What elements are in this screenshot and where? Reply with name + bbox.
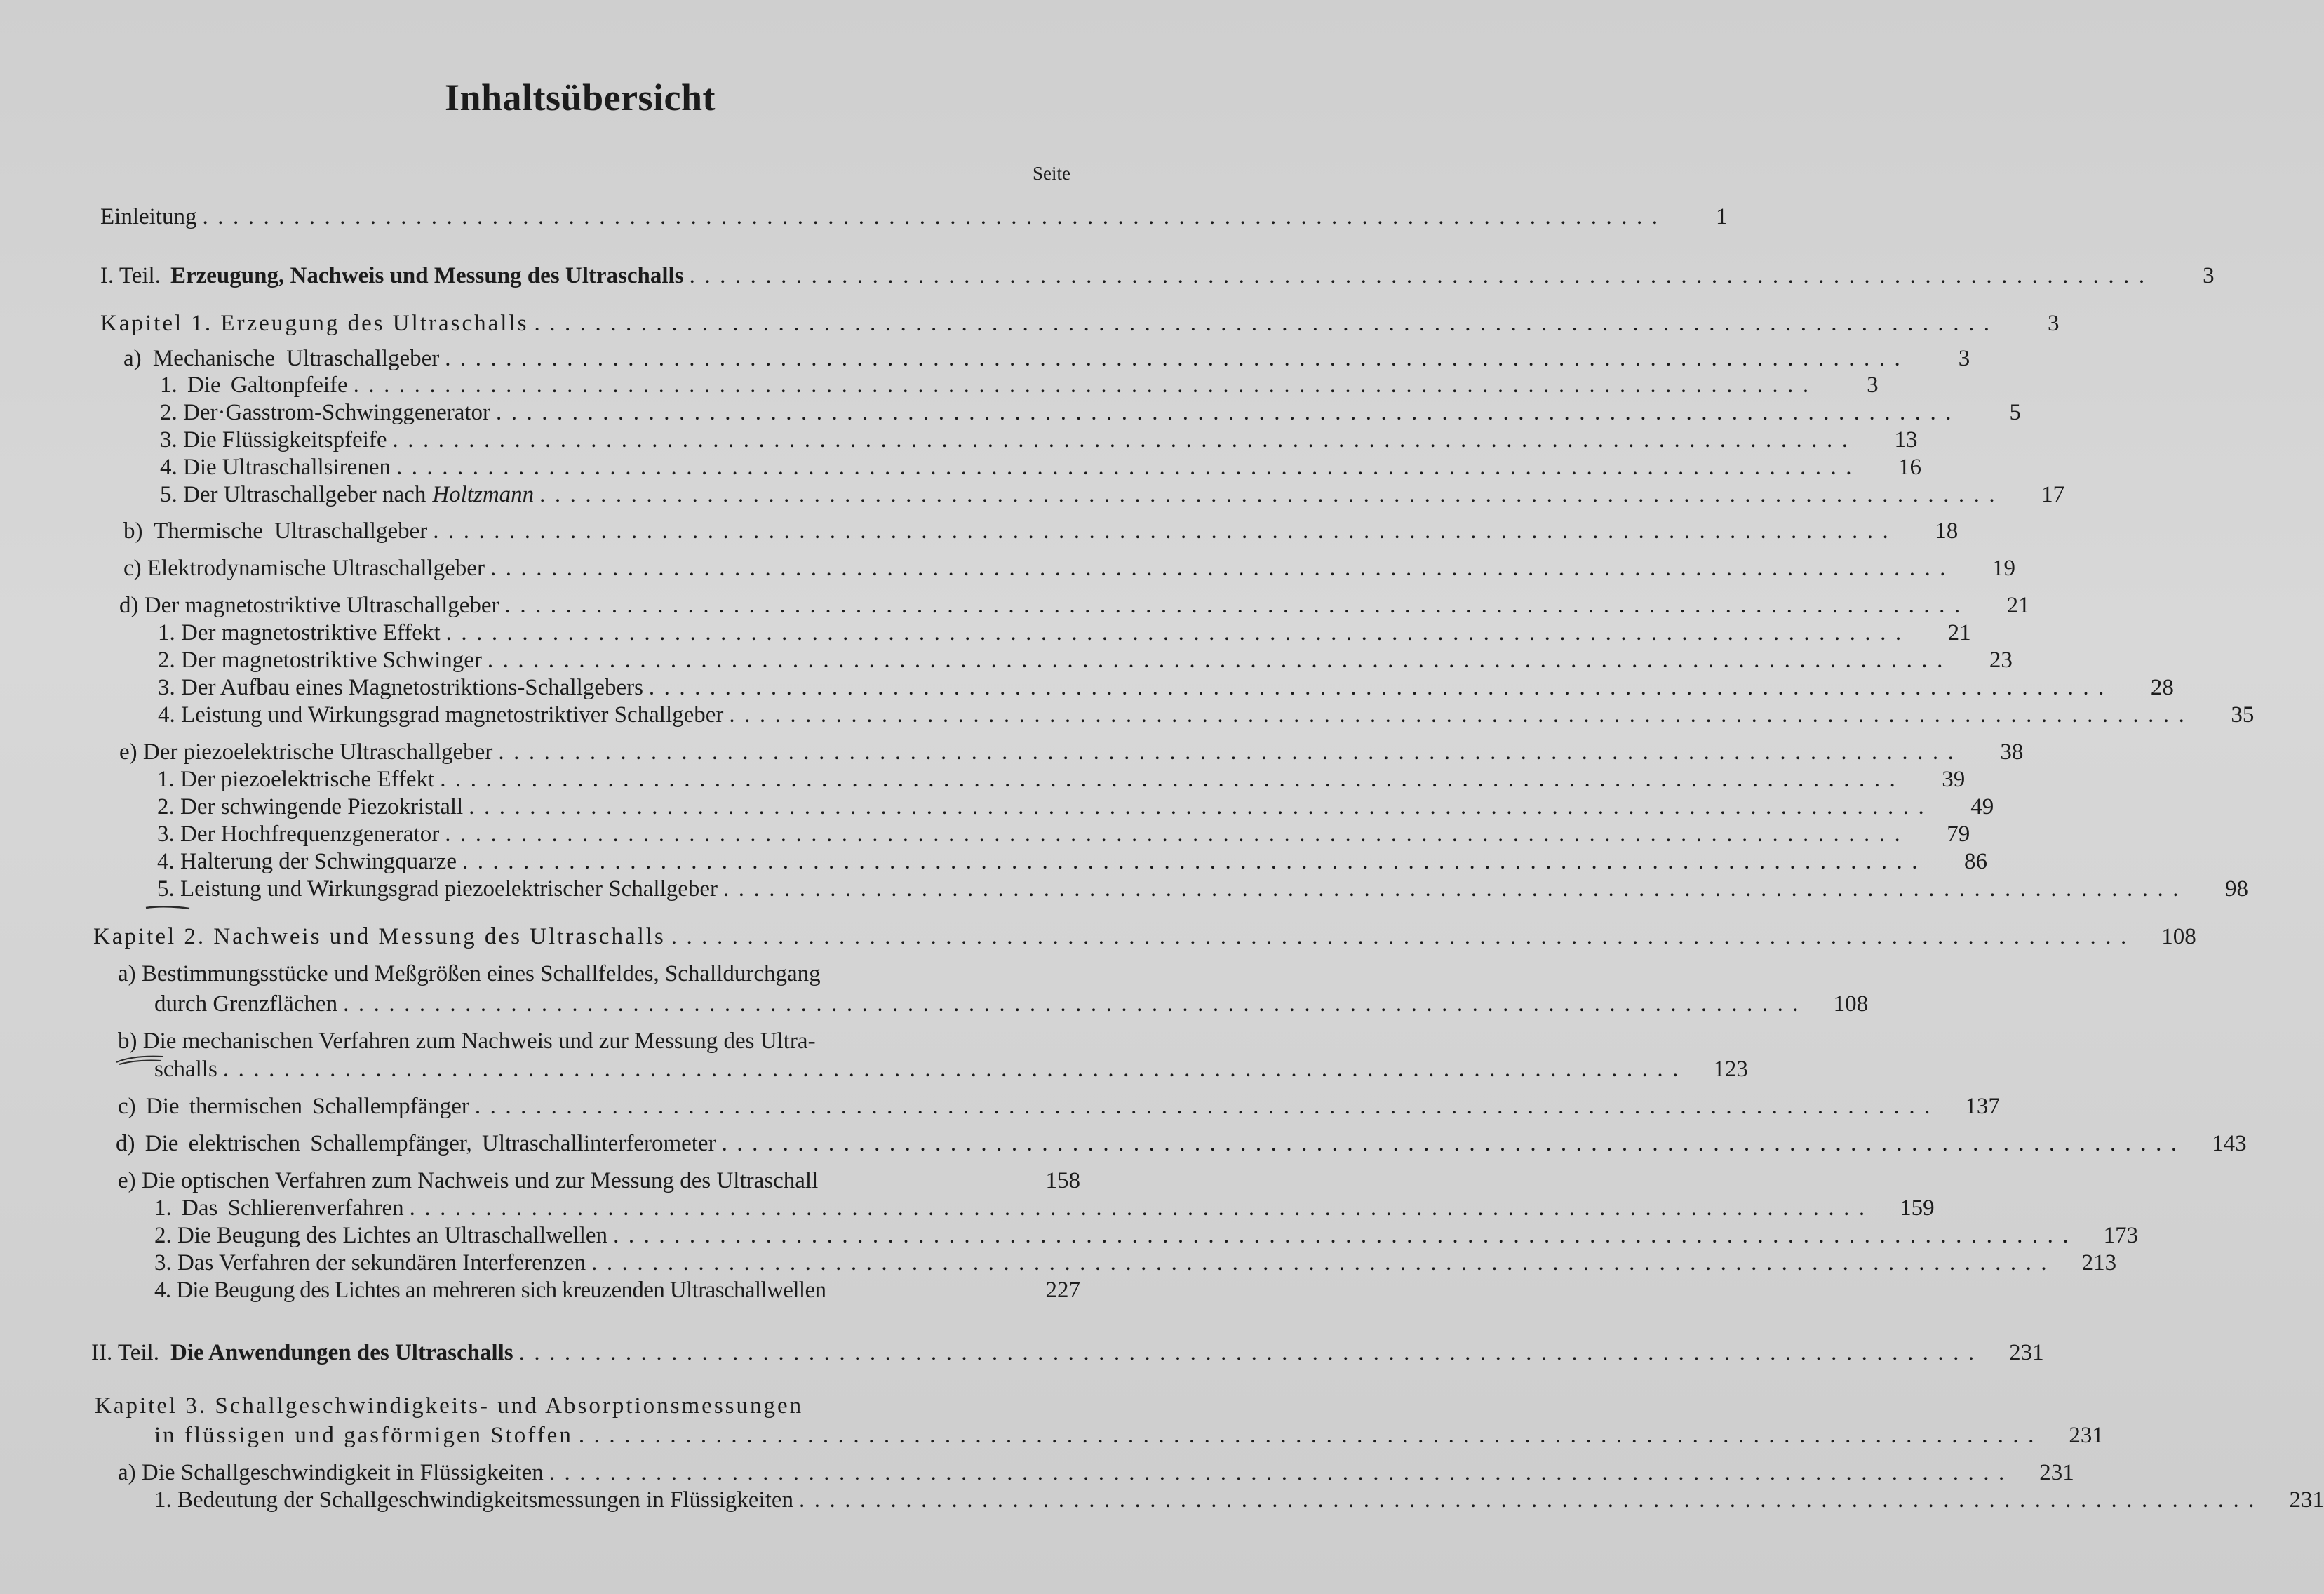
part-prefix: I. Teil. (100, 263, 161, 288)
toc-section (123, 345, 1970, 372)
toc-section (123, 555, 2015, 582)
page-number: 38 (2000, 739, 2024, 765)
entry-label: e) Die optischen Verfahren zum Nachweis und zur Messung des Ultraschall (118, 1168, 819, 1193)
page-number: 173 (2103, 1223, 2139, 1248)
toc-part-heading (91, 1339, 2044, 1366)
toc-section (118, 1167, 1080, 1194)
leader-dots: ................................................................................................ (490, 556, 1955, 581)
leader-dots: ................................................................................................ (353, 373, 1818, 398)
toc-section (118, 1459, 2074, 1486)
entry-label: a) Mechanische Ultraschallgeber (123, 346, 440, 371)
leader-dots: ................................................................................................ (613, 1223, 2078, 1248)
entry-label: 4. Die Beugung des Lichtes an mehreren sich kreuzenden Ultraschallwellen (154, 1278, 826, 1303)
leader-dots: ................................................................................................ (433, 518, 1898, 544)
page-number: 19 (1991, 556, 2015, 581)
entry-label: Einleitung (100, 204, 197, 229)
toc-entry (100, 203, 1728, 230)
entry-label: b) Thermische Ultraschallgeber (123, 518, 428, 544)
toc-subsection (160, 427, 1918, 453)
entry-label: 2. Der·Gasstrom-Schwinggenerator (160, 400, 491, 425)
leader-dots: ................................................................................................ (578, 1423, 2043, 1448)
entry-label: 4. Die Ultraschallsirenen (160, 455, 391, 480)
toc-section-continuation (154, 991, 1869, 1017)
page-number: 21 (1947, 620, 1971, 645)
page-number: 123 (1713, 1057, 1748, 1082)
entry-label: 1. Die Galtonpfeife (160, 373, 348, 398)
toc-chapter (93, 923, 2196, 950)
toc-subsection (154, 1222, 2139, 1249)
page-number: 213 (2081, 1250, 2117, 1275)
leader-dots: ................................................................................................ (799, 1487, 2264, 1513)
entry-label: Kapitel 2. Nachweis und Messung des Ultraschalls (93, 924, 666, 949)
page-number: 159 (1900, 1196, 1935, 1221)
pencil-underline-mark (143, 904, 192, 913)
toc-subsection (157, 793, 1994, 820)
toc-subsection (160, 372, 1879, 398)
entry-label: 1. Das Schlierenverfahren (154, 1196, 404, 1221)
page-number: 35 (2231, 702, 2255, 728)
toc-subsection (158, 702, 2255, 728)
toc-section-continuation (154, 1056, 1748, 1083)
toc-section-first-line: b) Die mechanischen Verfahren zum Nachweis und zur Messung des Ultra- (118, 1029, 816, 1054)
entry-label: 2. Der schwingende Piezokristall (157, 794, 464, 819)
toc-subsection (154, 1277, 1080, 1304)
toc-subsection (158, 674, 2174, 701)
entry-label: Kapitel 1. Erzeugung des Ultraschalls (100, 311, 529, 336)
entry-label: in flüssigen und gasförmigen Stoffen (154, 1423, 573, 1448)
entry-label: durch Grenzflächen (154, 991, 338, 1017)
page-number: 3 (1958, 346, 1970, 371)
entry-label: schalls (154, 1057, 217, 1082)
leader-dots: ................................................................................................ (504, 593, 1970, 618)
leader-dots: ................................................................................................ (445, 822, 1910, 847)
page-number: 231 (2069, 1423, 2104, 1448)
leader-dots: ................................................................................................ (445, 620, 1911, 645)
page-number: 28 (2150, 675, 2174, 700)
page-number: 1 (1715, 204, 1728, 229)
page-number: 158 (1045, 1168, 1080, 1193)
leader-dots: ................................................................................................ (409, 1196, 1874, 1221)
toc-chapter (100, 310, 2060, 337)
page-column-header: Seite (1033, 163, 1070, 184)
leader-dots: ................................................................................................ (474, 1094, 1940, 1119)
entry-label: 4. Leistung und Wirkungsgrad magnetostriktiver Schallgeber (158, 702, 724, 728)
leader-dots: ................................................................................................ (549, 1460, 2014, 1485)
page-number: 18 (1935, 518, 1959, 544)
part-title: Erzeugung, Nachweis und Messung des Ultraschalls (170, 263, 684, 288)
page-number: 3 (2047, 311, 2060, 336)
entry-label: 3. Die Flüssigkeitspfeife (160, 427, 387, 453)
leader-dots: ................................................................................................ (721, 1131, 2187, 1156)
page-number: 16 (1898, 455, 1921, 480)
toc-subsection (157, 821, 1970, 848)
leader-dots: ................................................................................................ (343, 991, 1808, 1017)
page-number: 23 (1989, 648, 2013, 673)
toc-subsection (154, 1195, 1935, 1221)
page-number: 108 (1833, 991, 1869, 1017)
part-title: Die Anwendungen des Ultraschalls (170, 1340, 513, 1365)
page-title: Inhaltsübersicht (444, 76, 716, 119)
page-number: 17 (2041, 482, 2065, 507)
entry-label: d) Der magnetostriktive Ultraschallgeber (119, 593, 499, 618)
entry-label: 2. Der magnetostriktive Schwinger (158, 648, 482, 673)
page-number: 39 (1942, 767, 1966, 792)
page-number: 231 (2289, 1487, 2324, 1513)
page-number: 137 (1965, 1094, 2000, 1119)
leader-dots: ................................................................................................ (518, 1340, 1984, 1365)
page-number: 3 (1867, 373, 1879, 398)
toc-subsection (157, 876, 2248, 902)
page-number: 86 (1964, 849, 1988, 874)
entry-label: 5. Leistung und Wirkungsgrad piezoelektrischer Schallgeber (157, 876, 718, 902)
leader-dots: ................................................................................................ (202, 204, 1667, 229)
toc-subsection (158, 619, 1971, 646)
pencil-checkmark (112, 1052, 168, 1066)
leader-dots: ................................................................................................ (392, 427, 1858, 453)
entry-label: 4. Halterung der Schwingquarze (157, 849, 457, 874)
toc-subsection (160, 481, 2065, 508)
leader-dots: ................................................................................................ (534, 311, 1999, 336)
toc-subsection (160, 399, 2022, 426)
toc-subsection (157, 848, 1988, 875)
entry-label: e) Der piezoelektrische Ultraschallgeber (119, 739, 493, 765)
page-number: 143 (2212, 1131, 2247, 1156)
leader-dots: ................................................................................................ (591, 1250, 2057, 1275)
toc-section (116, 1130, 2247, 1157)
entry-label: 1. Bedeutung der Schallgeschwindigkeitsmessungen in Flüssigkeiten (154, 1487, 794, 1513)
toc-section (118, 1093, 2000, 1120)
page-number: 21 (2006, 593, 2030, 618)
page-number: 49 (1970, 794, 1994, 819)
page-number: 231 (2039, 1460, 2074, 1485)
entry-label: 1. Der magnetostriktive Effekt (158, 620, 441, 645)
page-number: 3 (2203, 263, 2215, 288)
entry-label: c) Elektrodynamische Ultraschallgeber (123, 556, 485, 581)
leader-dots: ................................................................................................ (462, 849, 1928, 874)
entry-label: c) Die thermischen Schallempfänger (118, 1094, 469, 1119)
toc-section (119, 739, 2024, 765)
part-prefix: II. Teil. (91, 1340, 159, 1365)
leader-dots: ................................................................................................ (648, 675, 2114, 700)
leader-dots: ................................................................................................ (729, 702, 2194, 728)
page-number: 13 (1894, 427, 1918, 453)
toc-subsection (154, 1487, 2324, 1513)
leader-dots: ................................................................................................ (689, 263, 2154, 288)
toc-subsection (154, 1250, 2117, 1276)
page-number: 98 (2225, 876, 2248, 902)
leader-dots: ................................................................................................ (498, 739, 1963, 765)
leader-dots: ................................................................................................ (496, 400, 1961, 425)
toc-section-first-line: a) Bestimmungsstücke und Meßgrößen eines Schallfeldes, Schalldurchgang (118, 961, 821, 986)
leader-dots: ................................................................................................ (487, 648, 1952, 673)
leader-dots: ................................................................................................ (222, 1057, 1688, 1082)
toc-section (119, 592, 2030, 619)
leader-dots: ................................................................................................ (723, 876, 2188, 902)
entry-label: 1. Der piezoelektrische Effekt (157, 767, 435, 792)
toc-subsection (158, 647, 2013, 674)
entry-label: 2. Die Beugung des Lichtes an Ultraschallwellen (154, 1223, 608, 1248)
page-number: 79 (1947, 822, 1970, 847)
entry-label: a) Die Schallgeschwindigkeit in Flüssigkeiten (118, 1460, 544, 1485)
entry-label: 3. Das Verfahren der sekundären Interferenzen (154, 1250, 586, 1275)
toc-section (123, 518, 1959, 544)
leader-dots: ................................................................................................ (445, 346, 1910, 371)
page-number: 227 (1045, 1278, 1080, 1303)
leader-dots: ................................................................................................ (671, 924, 2136, 949)
leader-dots: ................................................................................................ (539, 482, 2005, 507)
page-number: 231 (2009, 1340, 2044, 1365)
toc-part-heading (100, 262, 2215, 289)
entry-label: 3. Der Aufbau eines Magnetostriktions-Schallgebers (158, 675, 643, 700)
author-name: Holtzmann (432, 482, 535, 507)
leader-dots: ................................................................................................ (396, 455, 1861, 480)
toc-subsection (157, 766, 1966, 793)
leader-dots: ................................................................................................ (469, 794, 1934, 819)
toc-subsection (160, 454, 1921, 481)
page-number: 108 (2161, 924, 2196, 949)
entry-label: 5. Der Ultraschallgeber nach (160, 482, 426, 507)
toc-chapter-continuation (154, 1422, 2104, 1449)
toc-chapter-first-line: Kapitel 3. Schallgeschwindigkeits- und Absorptionsmessungen (95, 1393, 804, 1419)
page-number: 5 (2009, 400, 2022, 425)
leader-dots: ................................................................................................ (440, 767, 1905, 792)
entry-label: 3. Der Hochfrequenzgenerator (157, 822, 440, 847)
entry-label: d) Die elektrischen Schallempfänger, Ultraschallinterferometer (116, 1131, 716, 1156)
